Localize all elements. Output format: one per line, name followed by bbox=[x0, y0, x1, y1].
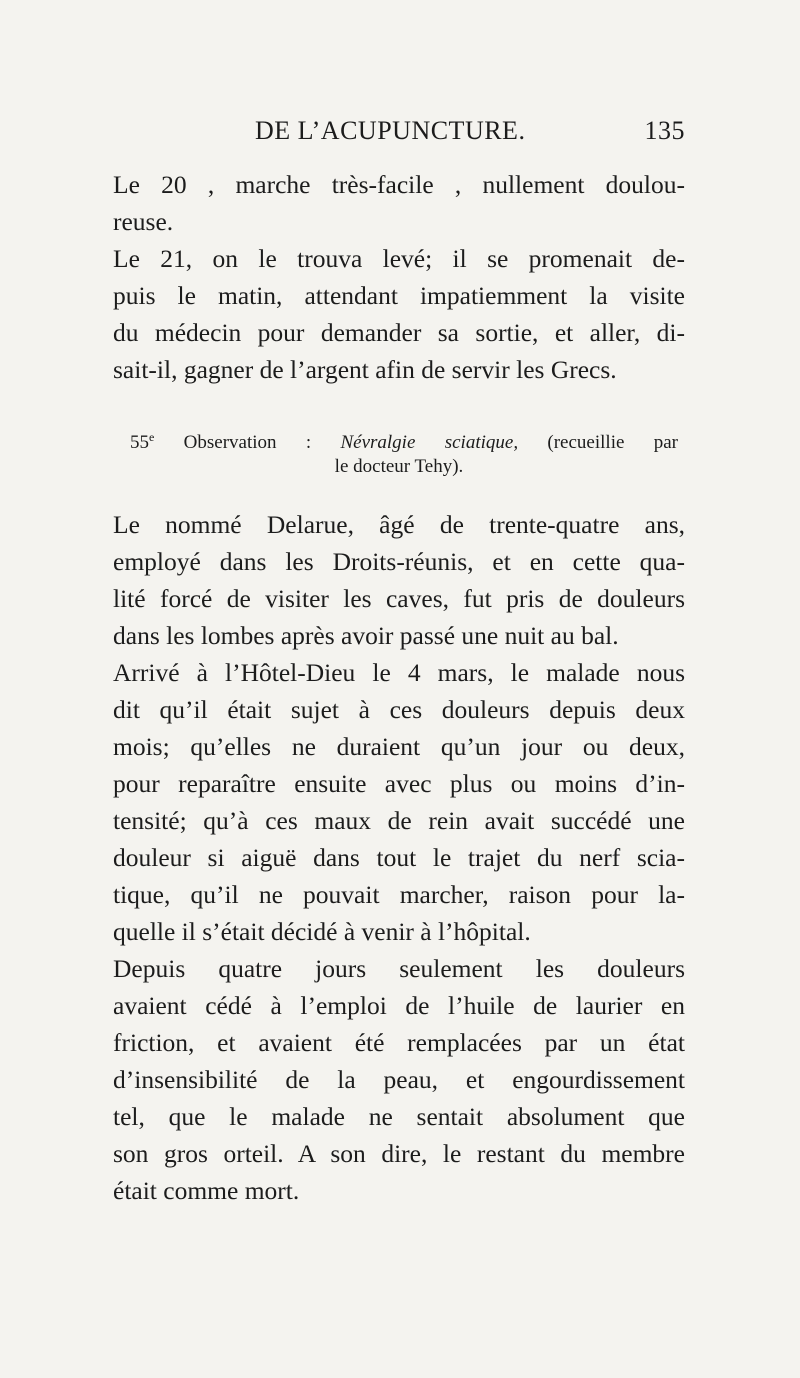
text-line: quelle il s’était décidé à venir à l’hôpital. bbox=[113, 917, 531, 946]
text-line: Le 21, on le trouva levé; il se promenait de- bbox=[113, 244, 685, 273]
observation-number: 55 bbox=[130, 432, 149, 453]
observation-number-suffix: e bbox=[149, 430, 155, 444]
text-line: employé dans les Droits-réunis, et en cette qua- bbox=[113, 547, 685, 576]
text-line: tique, qu’il ne pouvait marcher, raison pour la- bbox=[113, 880, 685, 909]
page-number: 135 bbox=[644, 116, 685, 145]
observation-source: (recueillie par bbox=[547, 432, 678, 453]
text-line: Arrivé à l’Hôtel-Dieu le 4 mars, le malade nous bbox=[113, 658, 685, 687]
text-line: pour reparaître ensuite avec plus ou moins d’in- bbox=[113, 769, 685, 798]
text-line: son gros orteil. A son dire, le restant du membre bbox=[113, 1139, 685, 1168]
running-title: DE L’ACUPUNCTURE. bbox=[255, 116, 526, 145]
text-line: Le 20 , marche très-facile , nullement doulou- bbox=[113, 170, 685, 199]
text-line: sait-il, gagner de l’argent afin de servir les Grecs. bbox=[113, 355, 617, 384]
observation-heading bbox=[130, 422, 678, 452]
text-line: friction, et avaient été remplacées par un état bbox=[113, 1028, 685, 1057]
text-line: mois; qu’elles ne duraient qu’un jour ou deux, bbox=[113, 732, 685, 761]
observation-heading-line2: le docteur Tehy). bbox=[334, 456, 464, 477]
observation-label: Observation : bbox=[183, 432, 312, 453]
text-line: reuse. bbox=[113, 207, 174, 236]
observation-title: Névralgie sciatique, bbox=[340, 432, 519, 453]
text-line: tensité; qu’à ces maux de rein avait succédé une bbox=[113, 806, 685, 835]
text-line: Le nommé Delarue, âgé de trente-quatre ans, bbox=[113, 510, 685, 539]
text-line: puis le matin, attendant impatiemment la visite bbox=[113, 281, 685, 310]
text-line: Depuis quatre jours seulement les douleurs bbox=[113, 954, 685, 983]
text-line: tel, que le malade ne sentait absolument que bbox=[113, 1102, 685, 1131]
text-line: d’insensibilité de la peau, et engourdissement bbox=[113, 1065, 685, 1094]
text-line: avaient cédé à l’emploi de l’huile de laurier en bbox=[113, 991, 685, 1020]
text-line: lité forcé de visiter les caves, fut pris de douleurs bbox=[113, 584, 685, 613]
text-line: était comme mort. bbox=[113, 1176, 300, 1205]
text-line: douleur si aiguë dans tout le trajet du nerf scia- bbox=[113, 843, 685, 872]
text-line: du médecin pour demander sa sortie, et aller, di- bbox=[113, 318, 685, 347]
text-line: dans les lombes après avoir passé une nuit au bal. bbox=[113, 621, 619, 650]
running-header bbox=[255, 116, 685, 156]
text-line: dit qu’il était sujet à ces douleurs depuis deux bbox=[113, 695, 685, 724]
